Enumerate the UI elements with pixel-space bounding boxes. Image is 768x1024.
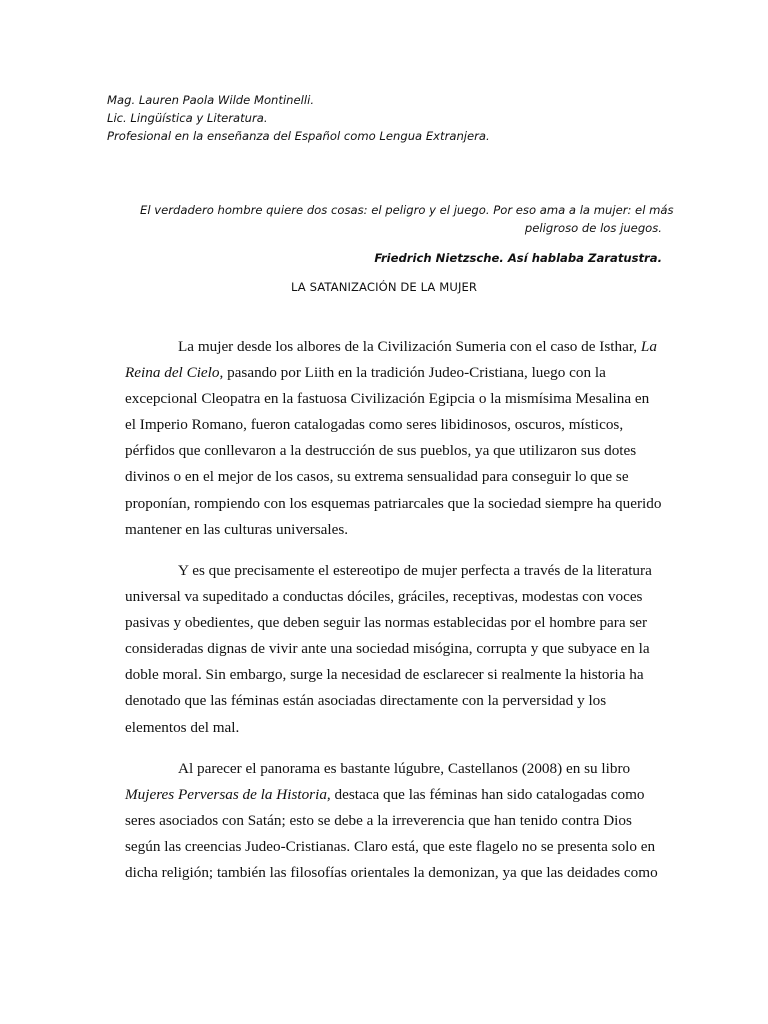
paragraph-line — [125, 438, 685, 464]
document-title: LA SATANIZACIÓN DE LA MUJER — [290, 280, 478, 294]
paragraph-line — [125, 834, 685, 860]
paragraph-line — [125, 558, 685, 584]
text-run: pasivas y obedientes, que deben seguir las normas establecidas por el hombre para ser — [125, 614, 648, 632]
text-run: excepcional Cleopatra en la fastuosa Civilización Egipcia o la mismísima Mesalina en — [125, 390, 650, 408]
body-paragraph — [125, 558, 685, 741]
text-run: Al parecer el panorama es bastante lúgubre, Castellanos (2008) en su libro — [178, 760, 631, 777]
text-run: según las creencias Judeo-Cristianas. Claro está, que este flagelo no se presenta solo en — [125, 838, 656, 856]
paragraph-line — [125, 688, 685, 714]
paragraph-line — [125, 610, 685, 636]
paragraph-line — [125, 517, 685, 543]
paragraph-line — [125, 808, 685, 834]
paragraph-line — [125, 782, 685, 808]
paragraph-line — [125, 715, 685, 741]
epigraph-quote — [140, 201, 674, 237]
text-run: pérfidos que conllevaron a la destrucción de sus pueblos, ya que utilizaron sus dotes — [125, 442, 637, 460]
text-run: , pasando por Liith en la tradición Judeo-Cristiana, luego con la — [219, 364, 606, 382]
italic-title-text: La — [640, 338, 657, 355]
epigraph-source: Friedrich Nietzsche. Así hablaba Zaratustra. — [374, 251, 662, 265]
text-run: La mujer desde los albores de la Civilización Sumeria con el caso de Isthar, — [178, 338, 641, 355]
epigraph-line: peligroso de los juegos. — [524, 221, 662, 235]
body-paragraph — [125, 334, 685, 543]
italic-title-text: Reina del Cielo — [125, 364, 220, 382]
text-run: dicha religión; también las filosofías orientales la demonizan, ya que las deidades como — [125, 864, 658, 882]
author-degree: Lic. Lingüística y Literatura. — [107, 111, 268, 125]
paragraph-line — [125, 584, 685, 610]
text-run: consideradas dignas de vivir ante una sociedad misógina, corrupta y que subyace en la — [125, 640, 650, 658]
text-run: mantener en las culturas universales. — [125, 520, 349, 538]
epigraph-line: El verdadero hombre quiere dos cosas: el peligro y el juego. Por eso ama a la mujer: el más — [140, 203, 674, 217]
paragraph-line — [125, 662, 685, 688]
paragraph-line — [125, 360, 685, 386]
text-run: proponían, rompiendo con los esquemas patriarcales que la sociedad siempre ha querido — [125, 494, 662, 512]
body-paragraph — [125, 756, 685, 886]
author-profession: Profesional en la enseñanza del Español como Lengua Extranjera. — [107, 129, 490, 143]
text-run: seres asociados con Satán; esto se debe a la irreverencia que han tenido contra Dios — [125, 812, 632, 830]
author-info — [107, 91, 707, 145]
text-run: el Imperio Romano, fueron catalogadas como seres libidinosos, oscuros, místicos, — [125, 416, 624, 434]
text-run: divinos o en el mejor de los casos, su extrema sensualidad para conseguir lo que se — [125, 468, 629, 486]
paragraph-line — [125, 334, 685, 360]
paragraph-line — [125, 412, 685, 438]
text-run: elementos del mal. — [125, 718, 240, 736]
paragraph-line — [125, 860, 685, 886]
text-run: , destaca que las féminas han sido catalogadas como — [326, 786, 645, 804]
text-run: doble moral. Sin embargo, surge la necesidad de esclarecer si realmente la historia ha — [125, 666, 644, 684]
text-run: Y es que precisamente el estereotipo de mujer perfecta a través de la literatura — [178, 562, 652, 579]
paragraph-line — [125, 491, 685, 517]
text-run: universal va supeditado a conductas dóciles, gráciles, receptivas, modestas con voces — [125, 588, 643, 606]
paragraph-line — [125, 756, 685, 782]
italic-title-text: Mujeres Perversas de la Historia — [125, 786, 327, 804]
paragraph-line — [125, 636, 685, 662]
author-name: Mag. Lauren Paola Wilde Montinelli. — [107, 93, 315, 107]
paragraph-line — [125, 386, 685, 412]
text-run: denotado que las féminas están asociadas directamente con la perversidad y los — [125, 692, 607, 710]
paragraph-line — [125, 464, 685, 490]
